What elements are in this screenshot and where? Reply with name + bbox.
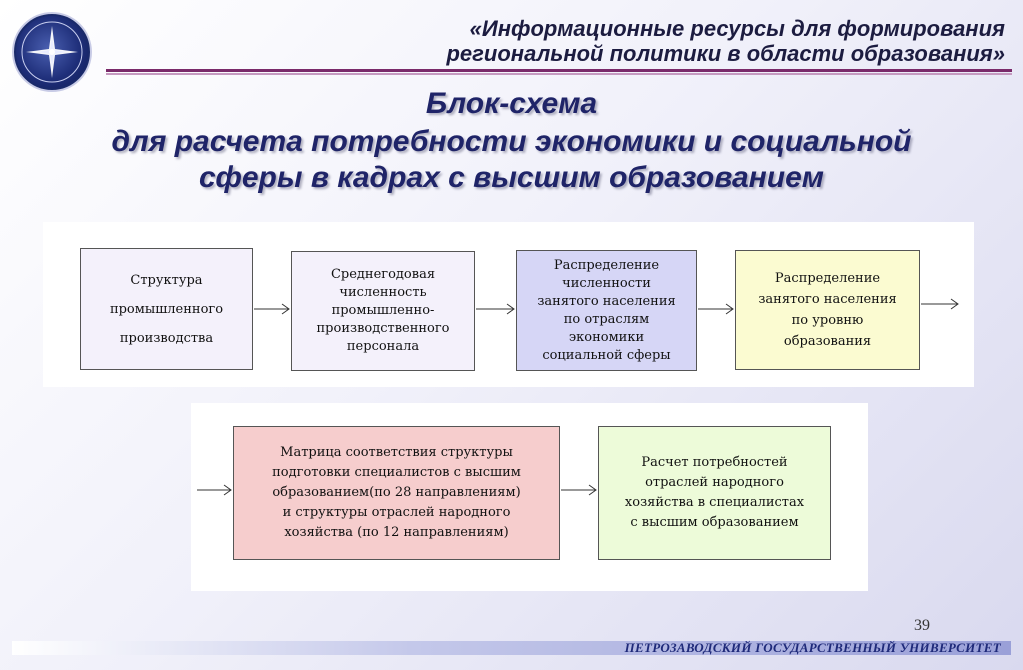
arrow-in-to-5	[197, 485, 231, 495]
page-number: 39	[914, 617, 930, 634]
footer-university-name: ПЕТРОЗАВОДСКИЙ ГОСУДАРСТВЕННЫЙ УНИВЕРСИТЕТ	[624, 640, 1001, 655]
header-title-line2: региональной политики в области образования»	[446, 41, 1005, 66]
arrow-1-to-2	[254, 304, 289, 314]
arrow-2-to-3	[476, 304, 514, 314]
flow-box-text: Распределение численности занятого населения по отраслям экономики социальной сферы	[537, 257, 676, 363]
arrow-5-to-6	[561, 485, 596, 495]
flow-box-text: Среднегодовая численность промышленно- производственного персонала	[316, 267, 450, 354]
slide-title-line3: сферы в кадрах с высшим образованием	[199, 161, 824, 194]
arrow-4-out	[921, 299, 958, 309]
slide-title-line2: для расчета потребности экономики и социальной	[111, 125, 912, 158]
flow-box-text: Структура промышленного производства	[109, 272, 224, 346]
header-title-line1: «Информационные ресурсы для формирования	[469, 16, 1005, 41]
slide-title-line1: Блок-схема	[425, 87, 598, 120]
flow-box-text: Расчет потребностей отраслей народного хозяйства в специалистах с высшим образованием	[624, 455, 805, 530]
flow-box-text: Распределение занятого населения по уровню образования	[758, 271, 897, 349]
flow-box-text: Матрица соответствия структуры подготовки специалистов с высшим образованием(по 28 направлениям) и структуры отраслей народного хозяйства (по 12 направлениям)	[272, 445, 521, 540]
arrow-3-to-4	[698, 304, 733, 314]
